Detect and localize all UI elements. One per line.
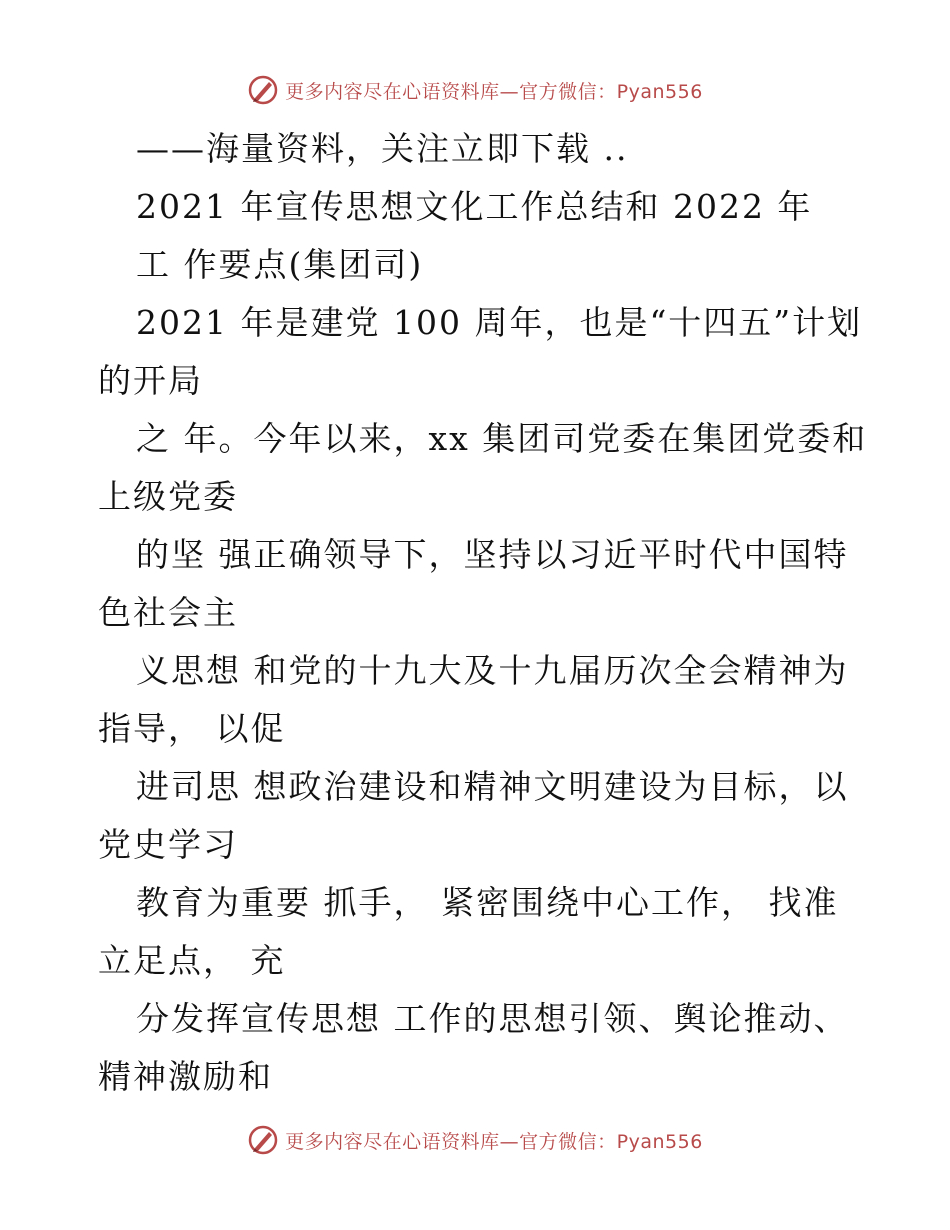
text-line: 立足点， 充: [98, 941, 286, 980]
watermark-text: 更多内容尽在心语资料库—官方微信：Pyan556: [285, 80, 703, 103]
text-line: 进司思 想政治建设和精神文明建设为目标，以: [136, 767, 849, 806]
header-watermark: [0, 70, 950, 110]
text-line: 上级党委: [98, 477, 238, 516]
text-line: 之 年。今年以来，xx 集团司党委在集团党委和: [136, 419, 868, 458]
footer-watermark: [0, 1120, 950, 1160]
text-line: 教育为重要 抓手， 紧密围绕中心工作， 找准: [136, 883, 839, 922]
text-line: 色社会主: [98, 593, 238, 632]
text-line: 2021 年是建党 100 周年，也是“十四五”计划: [136, 303, 863, 342]
pen-logo-icon: [247, 74, 279, 106]
document-body: [98, 120, 868, 1106]
text-line: 党史学习: [98, 825, 238, 864]
pen-logo-icon: [247, 1124, 279, 1156]
text-line: 精神激励和: [98, 1057, 273, 1096]
text-line: ——海量资料，关注立即下载 ..: [136, 129, 629, 168]
text-line: 的坚 强正确领导下，坚持以习近平时代中国特: [136, 535, 849, 574]
text-line: 的开局: [98, 361, 203, 400]
text-line: 分发挥宣传思想 工作的思想引领、舆论推动、: [136, 999, 849, 1038]
watermark-text: 更多内容尽在心语资料库—官方微信：Pyan556: [285, 1130, 703, 1153]
text-line: 义思想 和党的十九大及十九届历次全会精神为: [136, 651, 849, 690]
text-line: 指导， 以促: [98, 709, 286, 748]
text-line: 2021 年宣传思想文化工作总结和 2022 年: [136, 187, 813, 226]
text-line: 工 作要点(集团司): [136, 245, 424, 284]
